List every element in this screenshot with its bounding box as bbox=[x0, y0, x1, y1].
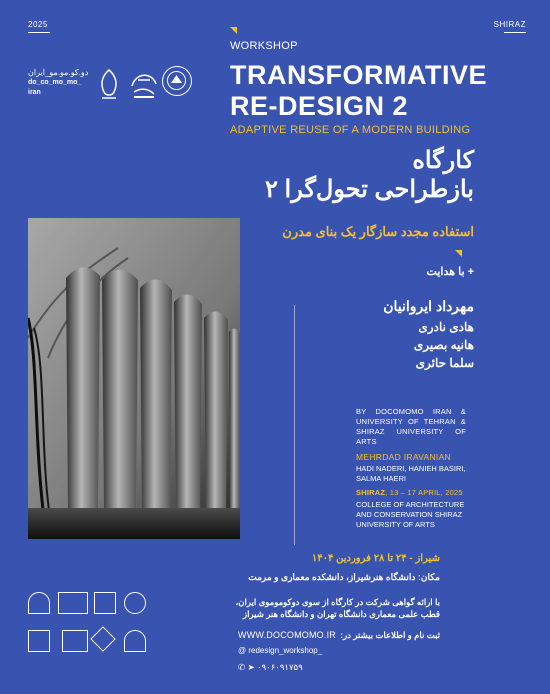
guide-name-3: هانیه بصیری bbox=[413, 338, 474, 352]
whatsapp-icon: ✆ bbox=[238, 662, 246, 672]
organizers-text: BY DOCOMOMO IRAN & UNIVERSITY OF TEHRAN & SHIRAZ UNIVERSITY OF ARTS bbox=[356, 407, 466, 446]
register-fa: ثبت نام و اطلاعات بیشتر در: bbox=[340, 630, 440, 640]
telegram-icon: ➤ bbox=[247, 662, 255, 672]
excellence-center-logo bbox=[94, 68, 124, 102]
certificate-fa-line-1: با ارائه گواهی شرکت در کارگاه از سوی دوکوموموی ایران، bbox=[235, 597, 440, 607]
workshop-date: SHIRAZ, 13 – 17 APRIL, 2025 bbox=[356, 488, 463, 497]
logo-8 bbox=[124, 630, 146, 652]
partner-logos-top bbox=[28, 62, 198, 108]
logo-7 bbox=[90, 626, 115, 651]
date-fa: شیراز - ۲۴ تا ۲۸ فروردین ۱۴۰۴ bbox=[311, 553, 440, 564]
phone-number[interactable]: ✆ ➤ ۰۹۰۶۰۹۱۷۵۹ bbox=[238, 662, 303, 672]
year-divider bbox=[28, 32, 50, 33]
instagram-handle[interactable]: @ redesign_workshop_ bbox=[238, 646, 323, 655]
partner-logos-bottom bbox=[28, 592, 178, 664]
city-divider bbox=[504, 32, 526, 33]
calligraphy-logo bbox=[128, 66, 160, 102]
guidance-label: + با هدایت bbox=[426, 266, 474, 278]
guide-name-1: مهرداد ایروانیان bbox=[383, 298, 474, 314]
silo-photo-graphic bbox=[28, 218, 240, 539]
university-of-tehran-logo bbox=[162, 66, 192, 96]
title-fa-subtitle: استفاده مجدد سازگار یک بنای مدرن bbox=[282, 224, 474, 239]
co-instructors: HADI NADERI, HANIEH BASIRI, SALMA HAERI bbox=[356, 464, 466, 483]
certificate-fa-line-2: قطب علمی معماری دانشگاه تهران و دانشگاه هنر شیراز bbox=[242, 609, 440, 619]
website-link[interactable]: WWW.DOCOMOMO.IR bbox=[238, 630, 336, 640]
logo-2 bbox=[58, 592, 88, 614]
decorative-rail bbox=[294, 305, 295, 545]
accent-triangle-guidance bbox=[455, 250, 462, 257]
guide-name-4: سلما حائری bbox=[415, 356, 474, 370]
logo-6 bbox=[62, 630, 88, 652]
guide-name-2: هادی نادری bbox=[418, 320, 474, 334]
university-emblem-icon bbox=[163, 67, 190, 94]
silo-photo bbox=[28, 218, 240, 539]
workshop-label: WORKSHOP bbox=[230, 40, 298, 52]
logo-4 bbox=[124, 592, 146, 614]
place-fa: مکان: دانشگاه هنرشیراز، دانشکده معماری و مرمت bbox=[248, 572, 440, 582]
workshop-venue: COLLEGE OF ARCHITECTURE AND CONSERVATION SHIRAZ UNIVERSITY OF ARTS bbox=[356, 500, 465, 529]
lead-instructor: MEHRDAD IRAVANIAN bbox=[356, 452, 451, 462]
title-line-2: RE-DESIGN 2 bbox=[230, 91, 409, 121]
logo-5 bbox=[28, 630, 50, 652]
logo-1 bbox=[28, 592, 50, 614]
docomomo-logo: دو.کو.مو.مو_ایران do_co_mo_mo_ iran bbox=[28, 68, 89, 96]
title-line-1: TRANSFORMATIVE bbox=[230, 60, 487, 90]
city-label: SHIRAZ bbox=[493, 20, 526, 29]
year-label: 2025 bbox=[28, 20, 48, 29]
logo-3 bbox=[94, 592, 116, 614]
title-fa-line-2: بازطراحی تحول‌گرا ۲ bbox=[264, 176, 474, 203]
accent-triangle-title bbox=[230, 27, 237, 34]
title-subtitle: ADAPTIVE REUSE OF A MODERN BUILDING bbox=[230, 124, 471, 136]
title-fa-line-1: کارگاه bbox=[412, 147, 474, 174]
